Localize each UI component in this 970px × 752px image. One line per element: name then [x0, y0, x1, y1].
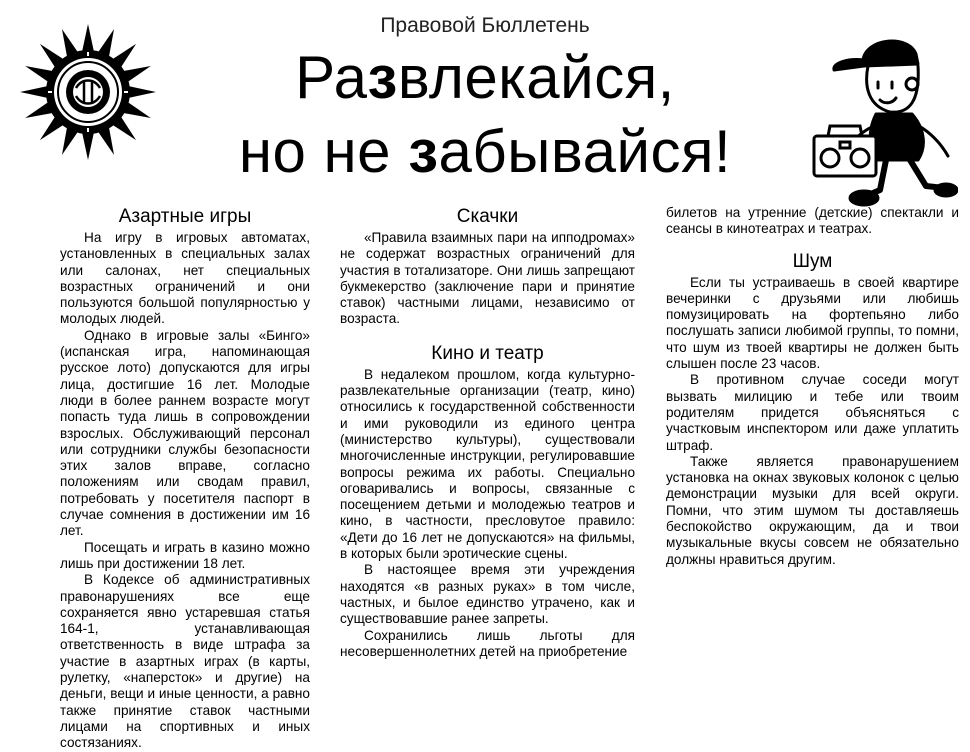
paragraph: Сохранились лишь льготы для несовершеннолетних детей на приобретение — [340, 627, 635, 659]
headline-line-2: но не забывайся! — [238, 118, 732, 185]
column-noise — [666, 205, 959, 568]
paragraph: В Кодексе об административных правонарушениях все еще сохраняется явно устаревшая статья 164-1, устанавливающая ответственность в виде штрафа за участие в азартных играх (в карты, рулетку, «наперсток» и другие) на деньги, вещи и иные ценности, а равно также принятие ставок частными лицами на спортивных и иных состязаниях. — [60, 572, 310, 751]
paragraph: На игру в игровых автоматах, установленных в специальных залах или салонах, нет специальных возрастных ограничений и они пользуются большой популярностью у молодых людей. — [60, 230, 310, 327]
heading-cinema-theatre: Кино и театр — [431, 342, 544, 364]
sun-emblem-icon — [18, 22, 158, 162]
paragraph: В противном случае соседи могут вызвать милицию и тебе или твоим родителям придется объясняться с участковым инспектором или даже уплатить штраф. — [666, 372, 959, 453]
paragraph: «Правила взаимных пари на ипподромах» не содержат возрастных ограничений для участия в тотализаторе. Они лишь запрещают букмекерство (заключение пари и принятие ставок) частными лицами, независимо от возраста. — [340, 230, 635, 327]
paragraph: Также является правонарушением установка на окнах звуковых колонок с целью демонстрации музыки для всей округи. Помни, что этим шумом ты доставляешь беспокойство окружающим, да и твои музыкальные вкусы совсем не обязательно должны нравиться другим. — [666, 453, 959, 567]
paragraph: Однако в игровые залы «Бинго» (испанская игра, напоминающая русское лото) допускаются для игры лица, достигшие 16 лет. Молодые люди в более раннем возрасте могут попасть туда лишь в сопровождении взрослых. Обслуживающий персонал или сотрудники службы безопасности этих залов вправе, согласно положениям или сводам правил, потребовать у посетителя паспорт в случае сомнения в достижении им 16 лет. — [60, 327, 310, 539]
heading-races: Скачки — [456, 206, 519, 227]
column-gambling — [60, 203, 310, 752]
paragraph: В недалеком прошлом, когда культурно-развлекательные организации (театр, кино) относились к государственной собственности и ими руководили из единого центра (министерство культуры), существовали многочисленные инструкции, регулировавшие вопросы режима их работы. Специально оговаривались и вопросы, связанные с посещением детьми и молодежью театров и кино, в частности, пресловутое правило: «Дети до 16 лет не допускаются» на фильмы, в которых были эротические сцены. — [340, 366, 635, 562]
paragraph: Посещать и играть в казино можно лишь при достижении 18 лет. — [60, 539, 310, 571]
boy-with-boombox-icon — [808, 30, 958, 210]
headline-line-1: Развлекайся, — [295, 44, 675, 111]
column-races-cinema — [340, 203, 635, 660]
bulletin-subtitle: Правовой Бюллетень — [380, 14, 590, 37]
heading-gambling: Азартные игры — [118, 206, 252, 227]
paragraph: билетов на утренние (детские) спектакли и сеансы в кинотеатрах и театрах. — [666, 205, 959, 237]
page-header — [0, 0, 970, 200]
heading-noise: Шум — [792, 250, 833, 272]
paragraph: В настоящее время эти учреждения находятся «в разных руках» в том числе, частных, и былое единство утрачено, как и существовавшие ранее запреты. — [340, 562, 635, 627]
paragraph: Если ты устраиваешь в своей квартире вечеринки с друзьями или любишь помузицировать на фортепьяно либо послушать записи любимой группы, то помни, что шум из твоей квартиры не должен быть слышен после 23 часов. — [666, 274, 959, 372]
